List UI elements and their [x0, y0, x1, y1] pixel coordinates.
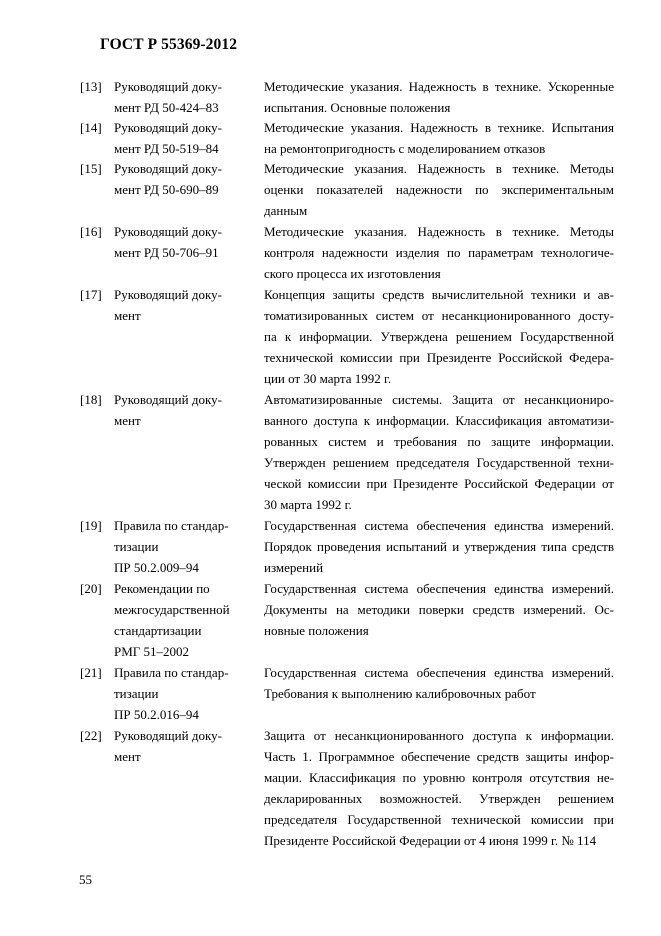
reference-description-line: Защита от несанкционированного доступа к информации. [264, 728, 614, 743]
reference-description-line: Методические указания. Надежность в технике. Методы [264, 224, 614, 239]
reference-description-line: рованных систем и требования по защите информации. [264, 434, 614, 449]
reference-number: [14] [80, 120, 102, 135]
reference-title-line: РМГ 51–2002 [114, 644, 190, 659]
reference-description-line: томатизированных систем от несанкционированного досту- [264, 308, 614, 323]
reference-description-line: па к информации. Утверждена решением Государственной [264, 329, 614, 344]
reference-description-line: ванного доступа к информации. Классификация автоматизи- [264, 413, 614, 428]
reference-title-line: мент РД 50-706–91 [114, 245, 219, 260]
page-number: 55 [79, 872, 92, 887]
reference-description-line: Президенте Российской Федерации от 4 июня 1999 г. № 114 [264, 833, 597, 848]
reference-description-line: данным [264, 203, 308, 218]
reference-number: [15] [80, 161, 102, 176]
reference-title-line: мент РД 50-519–84 [114, 141, 219, 156]
reference-description-line: измерений [264, 560, 324, 575]
reference-title-line: Руководящий доку- [114, 287, 222, 302]
reference-title-line: ПР 50.2.016–94 [114, 707, 199, 722]
reference-title-line: мент РД 50-424–83 [114, 100, 219, 115]
reference-description-line: Автоматизированные системы. Защита от несанкциониро- [264, 392, 614, 407]
reference-title-line: тизации [114, 686, 159, 701]
reference-description-line: Государственная система обеспечения единства измерений. [264, 581, 614, 596]
reference-description-line: Государственная система обеспечения единства измерений. [264, 665, 614, 680]
reference-title-line: мент РД 50-690–89 [114, 182, 219, 197]
reference-title-line: мент [114, 749, 141, 764]
reference-description-line: новные положения [264, 623, 369, 638]
reference-description-line: на ремонтопригодность с моделированием отказов [264, 141, 546, 156]
reference-title-line: ПР 50.2.009–94 [114, 560, 199, 575]
reference-title-line: Руководящий доку- [114, 392, 222, 407]
reference-number: [18] [80, 392, 102, 407]
reference-number: [16] [80, 224, 102, 239]
reference-description-line: Концепция защиты средств вычислительной техники и ав- [264, 287, 614, 302]
reference-number: [22] [80, 728, 102, 743]
reference-title-line: межгосударственной [114, 602, 230, 617]
reference-description-line: Документы на методики поверки средств измерений. Ос- [264, 602, 614, 617]
reference-description-line: декларированных возможностей. Утвержден решением [264, 791, 614, 806]
reference-title-line: мент [114, 308, 141, 323]
reference-number: [21] [80, 665, 102, 680]
reference-description-line: председателя Государственной технической комиссии при [264, 812, 614, 827]
reference-description-line: Методические указания. Надежность в технике. Ускоренные [264, 79, 614, 94]
reference-number: [13] [80, 79, 102, 94]
reference-description-line: Часть 1. Программное обеспечение средств защиты инфор- [264, 749, 614, 764]
reference-description-line: Методические указания. Надежность в технике. Испытания [264, 120, 614, 135]
reference-title-line: тизации [114, 539, 159, 554]
reference-description-line: Требования к выполнению калибровочных работ [264, 686, 536, 701]
document-header: ГОСТ Р 55369-2012 [100, 36, 238, 53]
reference-title-line: Рекомендации по [114, 581, 210, 596]
reference-number: [20] [80, 581, 102, 596]
reference-description-line: оценки показателей надежности по экспериментальным [264, 182, 614, 197]
reference-title-line: стандартизации [114, 623, 202, 638]
reference-description-line: технической комиссии при Президенте Российской Федера- [264, 350, 614, 365]
reference-title-line: Руководящий доку- [114, 161, 222, 176]
reference-title-line: Правила по стандар- [114, 518, 229, 533]
reference-description-line: Порядок проведения испытаний и утверждения типа средств [264, 539, 614, 554]
reference-title-line: Правила по стандар- [114, 665, 229, 680]
reference-description-line: мации. Классификация по уровню контроля отсутствия не- [264, 770, 614, 785]
reference-description-line: контроля надежности изделия по параметрам технологиче- [264, 245, 614, 260]
reference-number: [17] [80, 287, 102, 302]
reference-title-line: Руководящий доку- [114, 728, 222, 743]
reference-description-line: 30 марта 1992 г. [264, 497, 352, 512]
reference-description-line: Методические указания. Надежность в технике. Методы [264, 161, 614, 176]
reference-title-line: Руководящий доку- [114, 120, 222, 135]
reference-description-line: ческой комиссии при Президенте Российской Федерации от [264, 476, 614, 491]
reference-description-line: ского процесса их изготовления [264, 266, 441, 281]
reference-number: [19] [80, 518, 102, 533]
reference-description-line: Государственная система обеспечения единства измерений. [264, 518, 614, 533]
reference-title-line: Руководящий доку- [114, 224, 222, 239]
reference-title-line: Руководящий доку- [114, 79, 222, 94]
reference-description-line: Утвержден решением председателя Государственной техни- [264, 455, 614, 470]
reference-description-line: ции от 30 марта 1992 г. [264, 371, 392, 386]
reference-title-line: мент [114, 413, 141, 428]
reference-description-line: испытания. Основные положения [264, 100, 451, 115]
